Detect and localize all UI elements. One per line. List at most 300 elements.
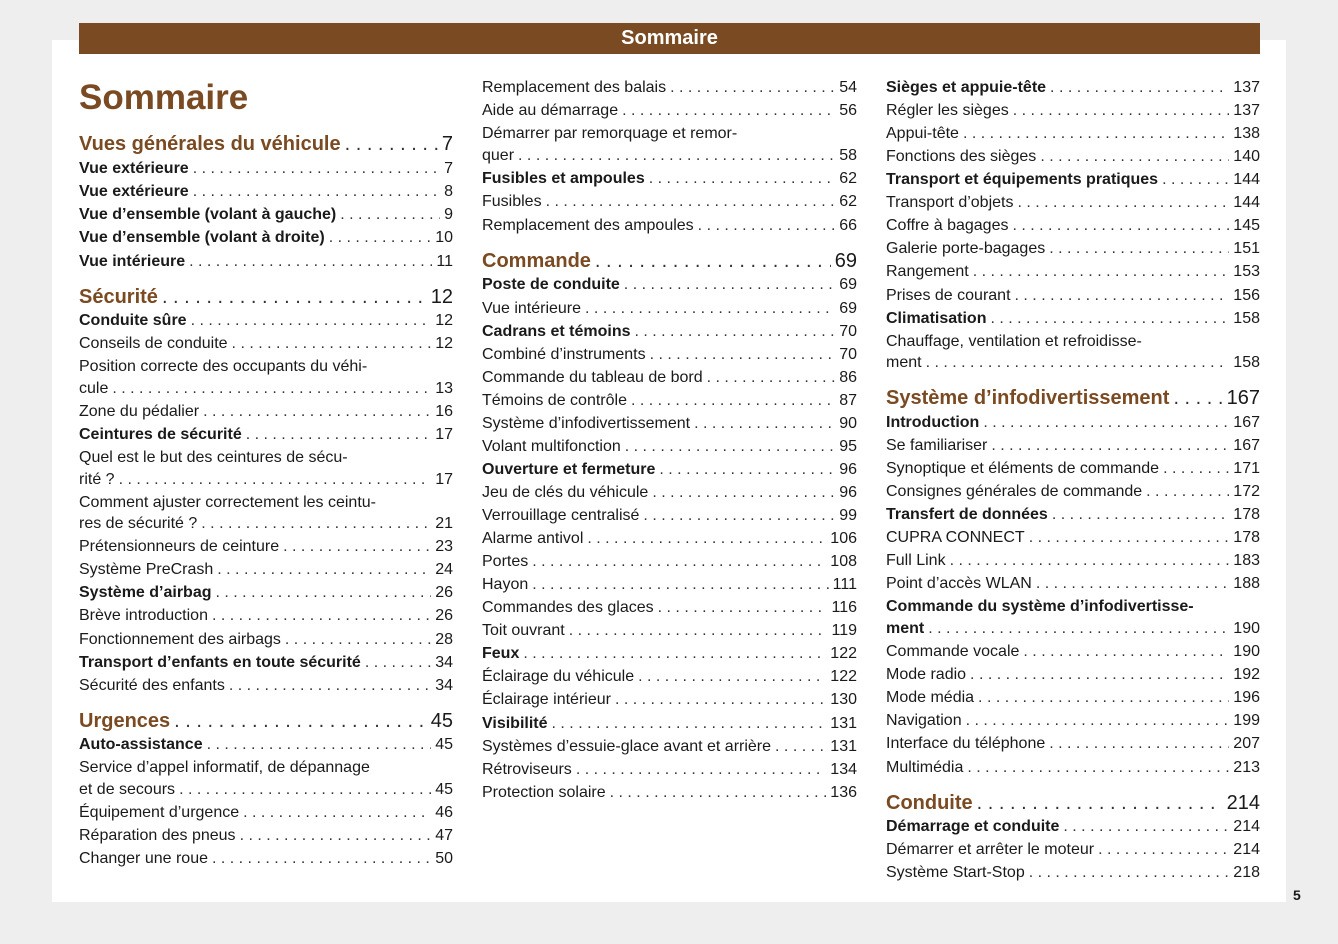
dot-leader [652,481,835,504]
dot-leader [229,674,431,697]
toc-entry[interactable] [482,735,857,758]
toc-section-heading[interactable] [886,385,1260,411]
dot-leader [659,458,835,481]
dot-leader [638,665,826,688]
toc-page-number: 131 [830,738,857,755]
toc-entry[interactable] [482,343,857,366]
dot-leader [973,260,1230,283]
toc-entry[interactable] [482,458,857,481]
toc-entry[interactable] [886,663,1260,686]
toc-entry-label: cule [79,380,109,397]
dot-leader [625,435,835,458]
toc-entry-label: Portes [482,553,529,570]
toc-entry-label: Urgences [79,710,171,732]
toc-entry[interactable] [79,847,453,870]
toc-entry-label: Commandes des glaces [482,599,654,616]
toc-entry-label: quer [482,147,515,164]
toc-entry[interactable] [79,581,453,604]
dot-leader [203,400,431,423]
toc-entry[interactable] [79,733,453,756]
page-number: 5 [1293,887,1301,903]
toc-entry-label: Ceintures de sécurité [79,426,242,443]
dot-leader [212,847,431,870]
toc-entry[interactable] [886,237,1260,260]
toc-entry[interactable] [79,250,453,273]
toc-entry[interactable] [482,596,857,619]
toc-entry-label: Commande vocale [886,643,1020,660]
toc-page-number: 7 [441,133,453,155]
toc-entry[interactable] [482,435,857,458]
toc-entry-label: Commande [482,250,591,272]
toc-page-number: 178 [1233,529,1260,546]
toc-entry-label: Coffre à bagages [886,217,1009,234]
toc-entry-label: Système d’infodivertissement [886,387,1170,409]
toc-entry[interactable] [886,122,1260,145]
dot-leader [552,712,827,735]
toc-page-number: 156 [1233,287,1260,304]
toc-entry[interactable] [886,686,1260,709]
toc-entry-line: Démarrer par remorquage et remor- [482,125,738,142]
toc-page-number: 17 [435,426,453,443]
toc-entry-label: Prétensionneurs de ceinture [79,538,280,555]
toc-entry-label: Rangement [886,263,969,280]
toc-entry[interactable] [886,351,1260,374]
toc-entry[interactable] [79,180,453,203]
toc-page-number: 58 [839,147,857,164]
toc-page-number: 140 [1233,148,1260,165]
toc-entry[interactable] [886,260,1260,283]
toc-page-number: 96 [839,461,857,478]
toc-page-number: 26 [435,607,453,624]
toc-entry-line: Quel est le but des ceintures de sécu- [79,449,348,466]
dot-leader [1015,284,1230,307]
toc-entry[interactable] [886,617,1260,640]
toc-page-number: 138 [1233,125,1260,142]
toc-section-heading[interactable] [482,248,857,274]
toc-entry[interactable] [886,307,1260,330]
toc-page-number: 214 [1233,818,1260,835]
toc-page-number: 188 [1233,575,1260,592]
toc-entry-label: Réparation des pneus [79,827,236,844]
dot-leader [963,122,1229,145]
toc-entry[interactable] [79,824,453,847]
toc-entry[interactable] [886,411,1260,434]
toc-entry-label: Zone du pédalier [79,403,200,420]
toc-entry[interactable] [886,861,1260,884]
toc-page-number: 87 [839,392,857,409]
toc-entry-label: Système PreCrash [79,561,214,578]
toc-entry[interactable] [886,756,1260,779]
toc-entry-label: Ouverture et fermeture [482,461,656,478]
toc-entry-label: Auto-assistance [79,736,203,753]
toc-entry[interactable] [886,145,1260,168]
toc-page-number: 158 [1233,354,1260,371]
toc-entry-label: Transfert de données [886,506,1048,523]
toc-entry[interactable] [79,558,453,581]
toc-entry[interactable] [886,480,1260,503]
toc-entry-label: Consignes générales de commande [886,483,1143,500]
toc-entry[interactable] [482,190,857,213]
toc-entry-label: Jeu de clés du véhicule [482,484,649,501]
toc-page-number: 213 [1233,759,1260,776]
toc-page-number: 167 [1233,437,1260,454]
toc-entry[interactable] [886,457,1260,480]
toc-page-number: 13 [435,380,453,397]
dot-leader [189,250,432,273]
dot-leader [694,412,835,435]
toc-entry[interactable] [886,838,1260,861]
dot-leader [634,320,835,343]
toc-entry-label: et de secours [79,781,176,798]
toc-entry-label: Navigation [886,712,962,729]
dot-leader [585,297,835,320]
toc-entry[interactable] [482,481,857,504]
toc-entry[interactable] [79,203,453,226]
toc-entry-label: Hayon [482,576,529,593]
dot-leader [928,617,1229,640]
dot-leader [698,214,836,237]
toc-page-number: 69 [839,300,857,317]
toc-entry[interactable] [886,434,1260,457]
toc-entry[interactable] [79,604,453,627]
toc-page-number: 214 [1226,792,1260,814]
toc-entry-label: Vues générales du véhicule [79,133,341,155]
toc-entry[interactable] [79,157,453,180]
toc-page-number: 50 [435,850,453,867]
dot-leader [340,203,440,226]
dot-leader [212,604,431,627]
toc-entry-label: Vue d’ensemble (volant à gauche) [79,206,337,223]
toc-page-number: 54 [839,79,857,96]
toc-page-number: 45 [430,710,453,732]
toc-page-number: 167 [1233,414,1260,431]
toc-entry[interactable] [482,297,857,320]
dot-leader [1173,385,1222,411]
dot-leader [1052,503,1229,526]
dot-leader [201,512,431,535]
toc-entry-label: Combiné d’instruments [482,346,646,363]
toc-entry-label: Fonctionnement des airbags [79,631,281,648]
toc-page-number: 144 [1233,194,1260,211]
toc-entry[interactable] [886,732,1260,755]
dot-leader [532,550,826,573]
toc-page-number: 167 [1226,387,1260,409]
toc-page-number: 218 [1233,864,1260,881]
toc-page-number: 16 [435,403,453,420]
toc-entry-label: Volant multifonction [482,438,621,455]
toc-page-number: 9 [444,206,453,223]
toc-entry-label: Vue intérieure [79,253,186,270]
toc-entry-label: Système d’infodivertissement [482,415,691,432]
toc-entry-line: Commande du système d’infodivertisse- [886,598,1194,615]
dot-leader [991,434,1229,457]
toc-entry-label: Commande du tableau de bord [482,369,703,386]
toc-entry[interactable] [79,535,453,558]
dot-leader [650,343,836,366]
toc-entry[interactable] [886,99,1260,122]
toc-page-number: 196 [1233,689,1260,706]
toc-entry-label: Système Start-Stop [886,864,1025,881]
toc-page-number: 12 [435,335,453,352]
toc-entry-line: Service d’appel informatif, de dépannage [79,759,370,776]
dot-leader [216,581,432,604]
toc-page-number: 90 [839,415,857,432]
toc-entry-label: Remplacement des ampoules [482,217,694,234]
toc-entry-label: Conduite sûre [79,312,187,329]
dot-leader [1049,732,1229,755]
toc-entry-label: Prises de courant [886,287,1011,304]
toc-entry[interactable] [482,320,857,343]
toc-entry[interactable] [886,526,1260,549]
dot-leader [1012,214,1229,237]
toc-entry-label: Éclairage intérieur [482,691,611,708]
dot-leader [966,709,1230,732]
dot-leader [193,157,440,180]
toc-page-number: 119 [831,622,857,639]
toc-entry[interactable] [482,527,857,550]
toc-page-number: 86 [839,369,857,386]
dot-leader [1049,237,1229,260]
toc-entry[interactable] [79,226,453,249]
toc-page-number: 46 [435,804,453,821]
dot-leader [970,663,1229,686]
dot-leader [576,758,826,781]
dot-leader [119,468,432,491]
toc-page-number: 62 [839,193,857,210]
toc-page-number: 111 [832,576,857,593]
toc-entry[interactable] [482,665,857,688]
toc-entry[interactable] [886,168,1260,191]
dot-leader [1050,76,1229,99]
toc-page-number: 28 [435,631,453,648]
dot-leader [532,573,828,596]
toc-entry-label: Changer une roue [79,850,208,867]
toc-entry-label: Protection solaire [482,784,606,801]
toc-section-heading[interactable] [79,131,453,157]
dot-leader [240,824,432,847]
toc-entry[interactable] [79,512,453,535]
toc-entry[interactable] [482,99,857,122]
toc-entry[interactable] [79,332,453,355]
toc-entry-label: Démarrer et arrêter le moteur [886,841,1095,858]
toc-page-number: 21 [435,515,453,532]
toc-entry-label: Remplacement des balais [482,79,667,96]
toc-entry[interactable] [79,778,453,801]
toc-entry-label: Aide au démarrage [482,102,619,119]
dot-leader [569,619,828,642]
toc-entry-label: Visibilité [482,715,548,732]
toc-page-number: 172 [1233,483,1260,500]
toc-entry[interactable] [886,640,1260,663]
toc-entry-line: Chauffage, ventilation et refroidisse- [886,333,1142,350]
toc-page-number: 62 [839,170,857,187]
toc-page-number: 137 [1233,79,1260,96]
dot-leader [649,167,835,190]
toc-entry-label: Démarrage et conduite [886,818,1060,835]
toc-entry-label: Multimédia [886,759,964,776]
toc-entry-label: Éclairage du véhicule [482,668,635,685]
dot-leader [707,366,836,389]
toc-page-number: 10 [435,229,453,246]
dot-leader [285,628,431,651]
dot-leader [587,527,826,550]
toc-page-number: 34 [435,654,453,671]
toc-entry-label: Galerie porte-bagages [886,240,1046,257]
toc-entry-label: Conseils de conduite [79,335,228,352]
toc-entry-label: Synoptique et éléments de commande [886,460,1160,477]
toc-page-number: 171 [1233,460,1260,477]
toc-entry-label: Régler les sièges [886,102,1009,119]
toc-page-number: 26 [435,584,453,601]
toc-section-heading[interactable] [79,708,453,734]
dot-leader [207,733,432,756]
dot-leader [1036,572,1229,595]
toc-entry[interactable] [886,815,1260,838]
dot-leader [624,273,835,296]
toc-entry[interactable] [482,167,857,190]
toc-entry[interactable] [482,758,857,781]
dot-leader [670,76,835,99]
toc-entry-label: Interface du téléphone [886,735,1046,752]
dot-leader [990,307,1229,330]
toc-entry[interactable] [79,674,453,697]
toc-page-number: 17 [435,471,453,488]
toc-entry[interactable] [482,642,857,665]
toc-page-number: 183 [1233,552,1260,569]
toc-entry[interactable] [482,412,857,435]
toc-page-number: 151 [1233,240,1260,257]
dot-leader [978,686,1229,709]
toc-entry[interactable] [886,572,1260,595]
toc-entry[interactable] [79,651,453,674]
toc-entry-label: res de sécurité ? [79,515,198,532]
toc-entry-label: Poste de conduite [482,276,620,293]
dot-leader [1162,168,1229,191]
toc-section-heading[interactable] [79,284,453,310]
toc-page-number: 122 [830,668,857,685]
toc-page-number: 214 [1233,841,1260,858]
dot-leader [162,284,427,310]
toc-page-number: 8 [444,183,453,200]
toc-entry[interactable] [482,619,857,642]
toc-entry[interactable] [79,400,453,423]
dot-leader [329,226,432,249]
toc-entry-label: Vue intérieure [482,300,582,317]
toc-entry-label: Transport et équipements pratiques [886,171,1159,188]
dot-leader [950,549,1230,572]
toc-entry[interactable] [886,503,1260,526]
toc-entry-label: Brève introduction [79,607,208,624]
toc-entry[interactable] [79,468,453,491]
toc-page-number: 122 [830,645,857,662]
toc-entry[interactable] [482,712,857,735]
toc-entry-label: Sièges et appuie-tête [886,79,1047,96]
dot-leader [983,411,1229,434]
toc-entry[interactable] [79,801,453,824]
dot-leader [1146,480,1229,503]
dot-leader [977,790,1223,816]
toc-page-number: 130 [830,691,857,708]
toc-entry-label: Vue extérieure [79,160,189,177]
toc-entry[interactable] [79,309,453,332]
toc-entry[interactable] [886,76,1260,99]
toc-page-number: 69 [834,250,857,272]
dot-leader [518,144,835,167]
dot-leader [217,558,431,581]
toc-entry-label: Sécurité [79,286,158,308]
toc-page-number: 134 [830,761,857,778]
dot-leader [1017,191,1229,214]
toc-entry-label: Verrouillage centralisé [482,507,640,524]
toc-entry[interactable] [482,781,857,804]
toc-page-number: 207 [1233,735,1260,752]
toc-entry[interactable] [886,284,1260,307]
toc-entry[interactable] [79,377,453,400]
dot-leader [1029,861,1230,884]
toc-entry[interactable] [482,573,857,596]
dot-leader [643,504,835,527]
toc-entry[interactable] [482,366,857,389]
dot-leader [232,332,432,355]
toc-entry[interactable] [886,214,1260,237]
toc-entry-label: Full Link [886,552,946,569]
toc-entry-label: Vue extérieure [79,183,189,200]
toc-entry[interactable] [482,214,857,237]
toc-page-number: 70 [839,323,857,340]
toc-page-number: 116 [831,599,857,616]
toc-page-number: 12 [435,312,453,329]
toc-entry[interactable] [886,191,1260,214]
dot-leader [523,642,826,665]
toc-entry-label: Témoins de contrôle [482,392,627,409]
toc-entry-label: Transport d’objets [886,194,1014,211]
toc-entry[interactable] [482,550,857,573]
dot-leader [1013,99,1230,122]
toc-entry[interactable] [79,628,453,651]
toc-page-number: 178 [1233,506,1260,523]
toc-entry[interactable] [482,273,857,296]
dot-leader [191,309,432,332]
dot-leader [1023,640,1229,663]
toc-entry-line: Position correcte des occupants du véhi- [79,358,368,375]
toc-page-number: 70 [839,346,857,363]
toc-entry[interactable] [482,389,857,412]
toc-entry[interactable] [886,549,1260,572]
dot-leader [246,423,431,446]
dot-leader [179,778,431,801]
toc-page-number: 45 [435,736,453,753]
toc-entry-label: Toit ouvrant [482,622,565,639]
toc-page-number: 95 [839,438,857,455]
toc-page-number: 199 [1233,712,1260,729]
toc-entry[interactable] [79,423,453,446]
toc-entry[interactable] [482,144,857,167]
dot-leader [283,535,431,558]
toc-section-heading[interactable] [886,790,1260,816]
toc-page-number: 66 [839,217,857,234]
toc-entry[interactable] [482,688,857,711]
toc-entry[interactable] [886,709,1260,732]
toc-entry[interactable] [482,76,857,99]
toc-page-number: 96 [839,484,857,501]
toc-page-number: 108 [830,553,857,570]
dot-leader [193,180,440,203]
toc-entry[interactable] [482,504,857,527]
dot-leader [365,651,431,674]
dot-leader [112,377,431,400]
toc-entry-label: CUPRA CONNECT [886,529,1025,546]
toc-entry-label: Appui-tête [886,125,959,142]
